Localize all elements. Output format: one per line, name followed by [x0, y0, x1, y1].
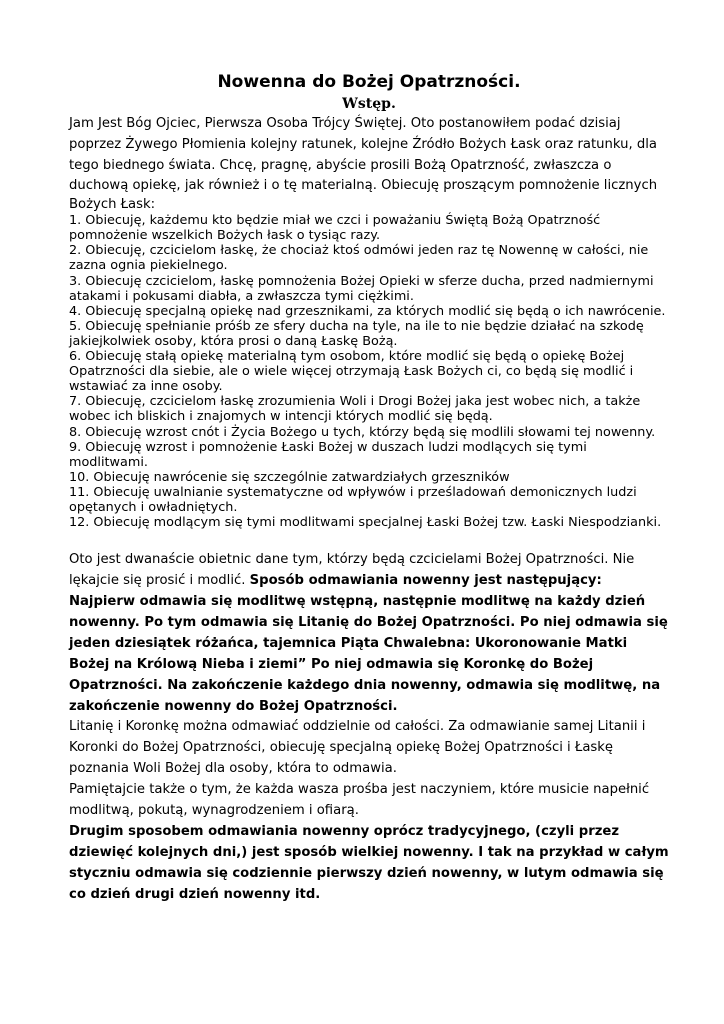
promise-item: 1. Obiecuję, każdemu kto będzie miał we czci i poważaniu Świętą Bożą Opatrzność pomnożenie wszelkich Bożych łask o tysiąc razy.: [69, 213, 601, 244]
paragraph-spacer: [69, 530, 669, 550]
promise-item: 11. Obiecuję uwalnianie systematyczne od wpływów i prześladowań demonicznych ludzi opętanych i owładniętych.: [69, 484, 637, 515]
promise-item: 12. Obiecuję modlącym się tymi modlitwami specjalnej Łaski Bożej tzw. Łaski Niespodzianki.: [69, 515, 662, 531]
promises-list: [69, 213, 669, 530]
promise-item: 2. Obiecuję, czcicielom łaskę, że chociaż ktoś odmówi jeden raz tę Nowennę w całości, nie zazna ognia piekielnego.: [69, 243, 649, 274]
intro-paragraph: Jam Jest Bóg Ojciec, Pierwsza Osoba Trójcy Świętej. Oto postanowiłem podać dzisiaj poprzez Żywego Płomienia kolejny ratunek, kolejne Źródło Bożych Łask oraz ratunku, dla tego biednego świata. Chcę, pragnę, abyście prosili Bożą Opatrzność, zwłaszcza o duchową opiekę, jak również i o tę materialną. Obiecuję proszącym pomnożenie licznych: [69, 116, 658, 194]
reminder-paragraph: Pamiętajcie także o tym, że każda wasza prośba jest naczyniem, które musicie napełnić modlitwą, pokutą, wynagrodzeniem i ofiarą.: [69, 782, 650, 819]
intro-paragraph-tail: Bożych Łask:: [69, 197, 156, 213]
document-page: [69, 70, 669, 906]
method-paragraph: [69, 550, 669, 717]
method-intro-text: Oto jest dwanaście obietnic dane tym, którzy będą czcicielami Bożej Opatrzności. Nie lękajcie się prosić i modlić.: [69, 552, 635, 589]
promise-item: 5. Obiecuję spełnianie próśb ze sfery ducha na tyle, na ile to nie będzie działać na szkodę jakiejkolwiek osoby, która prosi o daną Łaskę Bożą.: [69, 318, 644, 349]
promise-item: 3. Obiecuję czcicielom, łaskę pomnożenia Bożej Opieki w sferze ducha, przed nadmiernymi atakami i pokusami diabła, a zwłaszcza tymi ciężkimi.: [69, 273, 654, 304]
litany-paragraph: Litanię i Koronkę można odmawiać oddzielnie od całości. Za odmawianie samej Litanii i Koronki do Bożej Opatrzności, obiecuję specjalną opiekę Bożej Opatrzności i Łaskę poznania Woli Bożej dla osoby, która to odmawia.: [69, 719, 646, 777]
promise-item: 4. Obiecuję specjalną opiekę nad grzesznikami, za których modlić się będą o ich nawrócenie.: [69, 303, 666, 319]
promise-item: 10. Obiecuję nawrócenie się szczególnie zatwardziałych grzeszników: [69, 469, 510, 485]
promise-item: 8. Obiecuję wzrost cnót i Życia Bożego u tych, którzy będą się modlili słowami tej nowenny.: [69, 424, 656, 440]
promise-item: 9. Obiecuję wzrost i pomnożenie Łaski Bożej w duszach ludzi modlących się tymi modlitwami.: [69, 439, 587, 470]
document-subtitle: Wstęp.: [342, 96, 396, 112]
promise-item: 6. Obiecuję stałą opiekę materialną tym osobom, które modlić się będą o opiekę Bożej Opatrzności dla siebie, ale o wiele więcej otrzymają Łask Bożych ci, co będą się modlić i wstawiać za inne osoby.: [69, 349, 634, 395]
great-novena-paragraph: Drugim sposobem odmawiania nowenny oprócz tradycyjnego, (czyli przez dziewięć kolejnych dni,) jest sposób wielkiej nowenny. I tak na przykład w całym styczniu odmawia się codziennie pierwszy dzień nowenny, w lutym odmawia się co dzień drugi dzień nowenny itd.: [69, 823, 669, 902]
promise-item: 7. Obiecuję, czcicielom łaskę zrozumienia Woli i Drogi Bożej jaka jest wobec nich, a także wobec ich bliskich i znajomych w intencji których modlić się będą.: [69, 394, 641, 425]
method-bold-text: Sposób odmawiania nowenny jest następujący: Najpierw odmawia się modlitwę wstępną, następnie modlitwę na każdy dzień nowenny. Po tym odmawia się Litanię do Bożej Opatrzności. Po niej odmawia się jeden dziesiątek różańca, tajemnica Piąta Chwalebna: Ukoronowanie Matki Bożej na Królową Nieba i ziemi” Po niej odmawia się Koronkę do Bożej Opatrzności. Na zakończenie każdego dnia nowenny, odmawia się modlitwę, na zakończenie nowenny do Bożej Opatrzności.: [69, 573, 668, 714]
document-title: Nowenna do Bożej Opatrzności.: [217, 72, 521, 92]
